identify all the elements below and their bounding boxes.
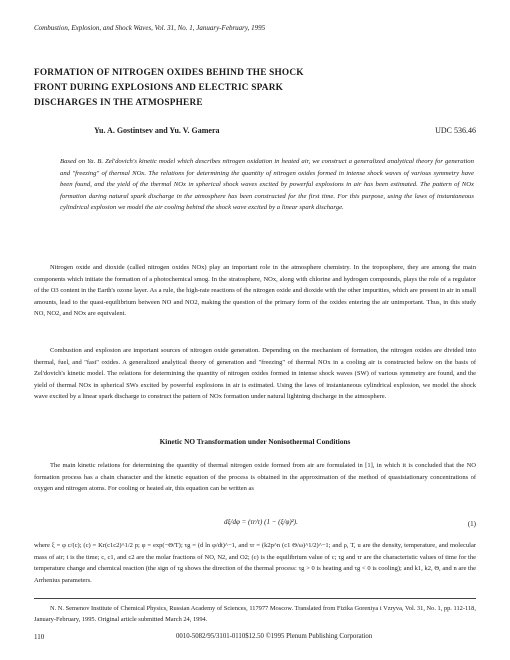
paragraph-2: Combustion and explosion are important sources of nitrogen oxide generation. Depending on the mechanism of formation, the nitrogen oxides are divided into thermal, fuel, and "fast" oxides. A generalized analytical theory of generation and "freezing" of thermal NOx in a cooling air is constructed below on the basis of Zel'dovich's kinetic model. The relations for determining the quantity of nitrogen oxides formed in intense shock waves (SW) of various symmetry are found, and the yield of thermal NOx in spherical SWs excited by powerful explosions in air is estimated. Using the laws of instantaneous cylindrical explosion, we model the shock wave excited by a linear spark discharge to construct the pattern of NOx formation under natural lightning discharge in the atmosphere. bbox=[34, 347, 476, 401]
authors: Yu. A. Gostintsev and Yu. V. Gamera bbox=[94, 126, 220, 135]
page-number: 110 bbox=[34, 633, 45, 641]
title-line-3: DISCHARGES IN THE ATMOSPHERE bbox=[34, 98, 203, 108]
equation-definitions: where ξ = φ c/(c); (c) = Kr(c1c2)^1/2 p; φ = exp(−Θ/T); τg = (d ln φ/dt)^−1, and τr = (k2p^n (c1 Θ/ω)^1/2)^−1; and ρ, T, u are the density, temperature, and molecular mass of air; t is the time; c, c1, and c2 are the molar fractions of NO, N2, and O2; (c) is the equilibrium value of c; τg and τr are the characteristic values of time for the temperature change and chemical reaction (the sign of τg shows the direction of the thermal process: τg > 0 is heating and τg < 0 is cooling); and k1, k2, Θ, and n are the Arrhenius parameters. bbox=[34, 542, 476, 584]
title-line-1: FORMATION OF NITROGEN OXIDES BEHIND THE SHOCK bbox=[34, 68, 304, 78]
equation-1: dξ/dφ = (τr/τ) (1 − (ξ/φ)²). bbox=[224, 518, 298, 526]
udc-code: UDC 536.46 bbox=[435, 126, 476, 135]
footnote: N. N. Semenov Institute of Chemical Physics, Russian Academy of Sciences, 117977 Moscow. Translated from Fizika Goreniya i Vzryva, Vol. 31, No. 1, pp. 112-118, January-February, 1995. Original article submitted March 24, 1994. bbox=[34, 605, 476, 623]
section-heading: Kinetic NO Transformation under Nonisothermal Conditions bbox=[159, 437, 351, 446]
paragraph-3: The main kinetic relations for determining the quantity of thermal nitrogen oxide formed from air are formulated in [1], in which it is concluded that the NO formation process has a chain character and the kinetic equation of the process is obtained in the approximation of the method of quasistationary concentrations of oxygen and nitrogen atoms. For cooling or heated air, this equation can be written as bbox=[34, 462, 476, 493]
equation-row bbox=[34, 518, 476, 534]
article-title bbox=[34, 66, 434, 111]
equation-number: (1) bbox=[467, 520, 476, 528]
footnote-divider bbox=[34, 598, 476, 599]
title-line-2: FRONT DURING EXPLOSIONS AND ELECTRIC SPARK bbox=[34, 83, 284, 93]
copyright-line: 0010-5082/95/3101-0110$12.50 ©1995 Plenum Publishing Corporation bbox=[176, 633, 373, 640]
paragraph-1: Nitrogen oxide and dioxide (called nitrogen oxides NOx) play an important role in the atmosphere chemistry. In the troposphere, they are among the main components which initiate the formation of a photochemical smog. In the stratosphere, NOx, along with chlorine and hydrogen compounds, plays the role of a regulator of the O3 content in the Earth's ozone layer. As a rule, the high-rate reactions of the nitrogen oxide and dioxide with the other impurities, which are present in air in small amounts, lead to the quasi-equilibrium between NO and NO2, making the question of the primary form of the oxides entering the air unimportant. Thus, in this study NO, NO2, and NOx are equivalent. bbox=[34, 264, 476, 318]
journal-header: Combustion, Explosion, and Shock Waves, Vol. 31, No. 1, January-February, 1995 bbox=[34, 24, 266, 32]
abstract: Based on Ya. B. Zel'dovich's kinetic model which describes nitrogen oxidation in heated air, we construct a generalized analytical theory for generation and "freezing" of thermal NOx. The relations for determining the quantity of nitrogen oxides formed in intense shock waves of various symmetry have been found, and the yield of the thermal NOx in spherical shock waves excited by powerful explosions in air has been estimated. The pattern of NOx formation during natural spark discharge in the atmosphere has been constructed for the first time. For this purpose, using the laws of instantaneous cylindrical explosion we model the air cooling behind the shock wave excited by a linear spark discharge. bbox=[60, 158, 474, 212]
